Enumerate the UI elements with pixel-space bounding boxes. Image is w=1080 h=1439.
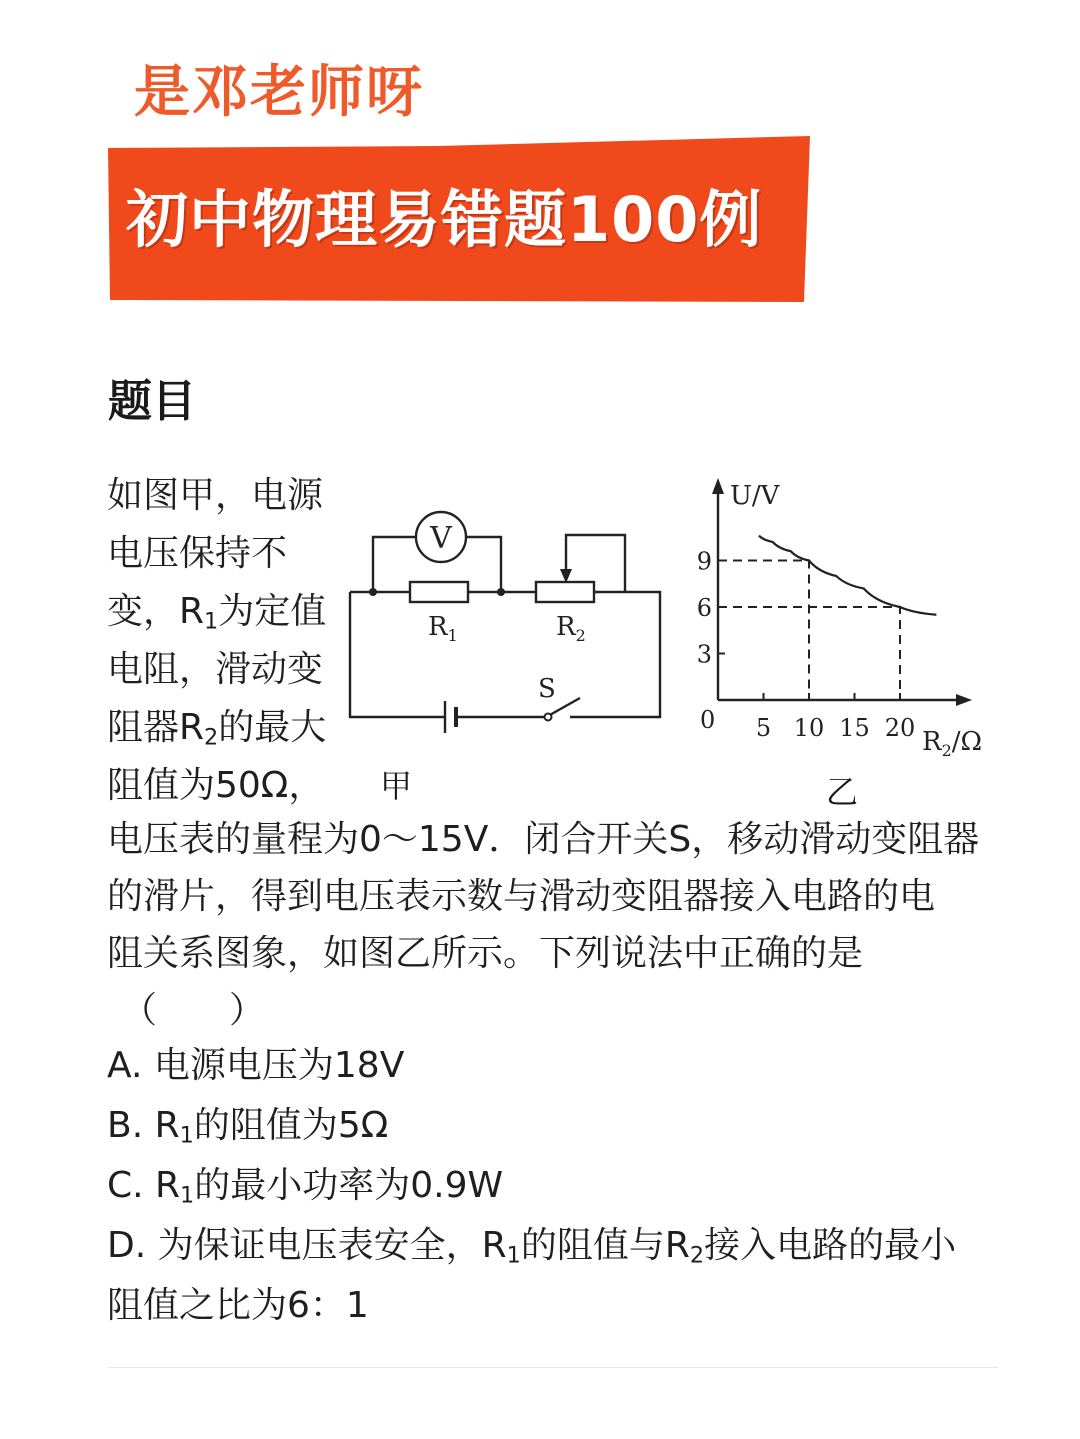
r2-label: $R_2$ <box>556 612 586 645</box>
circuit-diagram <box>340 495 675 745</box>
r1-symbol: $R_1$ <box>179 591 219 635</box>
option-a[interactable]: A. 电源电压为18V <box>107 1045 405 1086</box>
switch-label: S <box>538 674 556 704</box>
graph-caption: 乙 <box>826 773 859 811</box>
y-axis-label: U/V <box>730 481 780 511</box>
r1-resistor <box>410 582 468 602</box>
answer-options <box>107 1036 1007 1336</box>
x-tick-label: 10 <box>793 714 825 742</box>
option-b[interactable]: B. $R_1$的阻值为5Ω <box>107 1105 389 1149</box>
intro-text: 变， <box>107 591 180 632</box>
answer-blank: （ ） <box>121 990 266 1031</box>
wire-right <box>570 592 660 717</box>
x-tick-label: 20 <box>884 714 916 742</box>
intro-line: 阻值为50Ω， <box>107 765 325 806</box>
series-line-u-r2 <box>759 536 936 615</box>
bottom-divider <box>108 1367 998 1368</box>
voltmeter-wire-right <box>467 537 501 592</box>
option-d[interactable]: D. 为保证电压表安全，$R_1$的阻值与$R_2$接入电路的最小 <box>107 1225 957 1269</box>
y-tick-label: 6 <box>696 594 712 622</box>
origin-label: 0 <box>700 706 716 734</box>
r1-symbol: $R_1$ <box>154 1105 194 1149</box>
junction-dot <box>369 588 377 596</box>
r2-resistor <box>536 582 594 602</box>
y-tick-label: 9 <box>696 547 712 576</box>
question-body <box>107 811 1007 1039</box>
question-line: 的滑片，得到电压表示数与滑动变阻器接入电路的电 <box>107 876 936 917</box>
y-axis-arrow <box>712 478 724 494</box>
wire-left <box>350 592 445 717</box>
voltmeter-label: V <box>430 521 452 556</box>
x-axis-label: $R_2/\Omega$ <box>922 727 983 760</box>
r1-symbol: $R_1$ <box>481 1225 521 1269</box>
x-tick-label: 15 <box>839 714 870 742</box>
intro-line <box>107 583 347 641</box>
question-line: 电压表的量程为0～15V．闭合开关S，移动滑动变阻器 <box>107 819 980 860</box>
x-axis-arrow <box>956 694 972 706</box>
junction-dot <box>497 588 505 596</box>
question-line: 阻关系图象，如图乙所示。下列说法中正确的是 <box>107 933 864 974</box>
banner-title: 初中物理易错题100例 <box>126 183 763 256</box>
y-tick-label: 3 <box>696 640 712 669</box>
r1-symbol: $R_1$ <box>155 1165 195 1209</box>
section-title: 题目 <box>108 376 196 427</box>
author-brand: 是邓老师呀 <box>134 60 424 125</box>
circuit-caption: 甲 <box>380 767 413 805</box>
r2-symbol: $R_2$ <box>664 1225 705 1269</box>
intro-text: 为定值 <box>218 591 327 632</box>
option-c[interactable]: C. $R_1$的最小功率为0.9W <box>107 1165 504 1209</box>
voltage-resistance-graph <box>690 470 1010 770</box>
question-intro <box>107 467 347 815</box>
intro-line: 电压保持不 <box>107 533 288 574</box>
x-tick-label: 5 <box>755 714 772 742</box>
r1-label: $R_1$ <box>428 612 458 645</box>
intro-line: 如图甲，电源 <box>107 475 324 516</box>
intro-text: 的最大 <box>218 707 327 748</box>
intro-line <box>107 699 347 757</box>
option-d-line2: 阻值之比为6：1 <box>107 1285 369 1326</box>
title-banner <box>108 136 810 302</box>
intro-text: 阻器 <box>107 707 180 748</box>
r2-symbol: $R_2$ <box>179 707 219 751</box>
guide-line <box>718 561 809 701</box>
slider-wire <box>566 535 625 592</box>
intro-line: 电阻，滑动变 <box>107 649 324 690</box>
switch-contact <box>545 714 552 721</box>
